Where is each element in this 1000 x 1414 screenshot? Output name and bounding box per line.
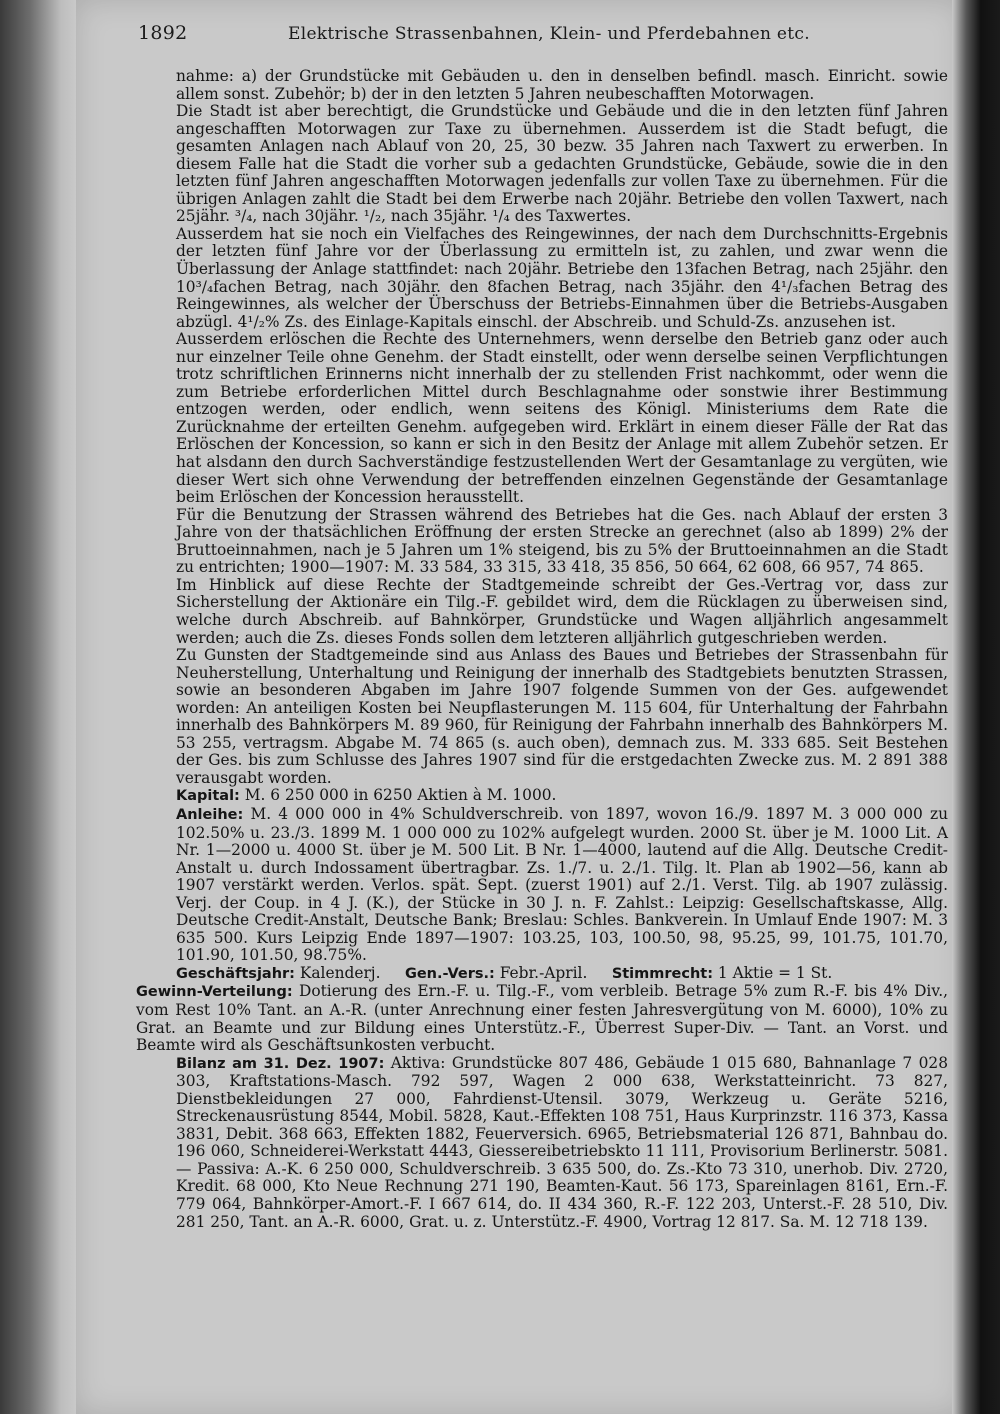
paragraph-text: Ausserdem hat sie noch ein Vielfaches des Reingewinnes, der nach dem Durchschnitts-Ergebnis der letzten fünf Jahre vor der Überlassung zu ermitteln ist, zu zahlen, und zwar wenn die Überlassung der Anlage stattfindet: nach 20jähr. Betriebe den 13fachen Betrag, nach 25jähr. den 10³/₄fachen Betrag, nach 30jähr. den 8fachen Betrag, nach 35jähr. den 4¹/₃fachen Betrag des Reingewinnes, als welcher der Überschuss der Betriebs-Einnahmen über die Betriebs-Ausgaben abzügl. 4¹/₂% Zs. des Einlage-Kapitals einschl. der Abschreib. und Schuld-Zs. anzusehen ist.: [176, 224, 948, 331]
paragraph-text: Dotierung des Ern.-F. u. Tilg.-F., vom verbleib. Betrage 5% zum R.-F. bis 4% Div., vom Rest 10% Tant. an A.-R. (unter Anrechnung einer festen Jahresvergütung von M. 6000), 10% zu Grat. an Beamte und zur Bildung eines Unterstütz.-F., Überrest Super-Div. — Tant. an Vorst. und Beamte wird als Geschäftsunkosten verbucht.: [136, 982, 948, 1055]
kapital-entry: [136, 787, 948, 806]
gewinn-verteilung-entry: [136, 983, 948, 1054]
section-label: Gen.-Vers.:: [404, 965, 495, 982]
paragraph: [136, 647, 948, 787]
book-binding-left: [0, 0, 76, 1414]
paragraph-text: M. 6 250 000 in 6250 Aktien à M. 1000.: [239, 786, 557, 805]
paragraph-text: Febr.-April.: [494, 963, 588, 982]
paragraph-text: Aktiva: Grundstücke 807 486, Gebäude 1 015 680, Bahnanlage 7 028 303, Kraftstations-Masch. 792 597, Wagen 2 000 638, Werkstatteinricht. 73 827, Dienstbekleidungen 27 000, Fahrdienst-Utensil. 3079, Werkzeug u. Geräte 5216, Streckenausrüstung 8544, Mobil. 5828, Kaut.-Effekten 108 751, Haus Kurprinzstr. 116 373, Kassa 3831, Debit. 368 663, Effekten 1882, Feuerversich. 6965, Betriebsmaterial 126 871, Bahnbau do. 196 060, Schneiderei-Werkstatt 4443, Giessereibetriebskto 11 111, Provisorium Berlinerstr. 5081. — Passiva: A.-K. 6 250 000, Schuldverschreib. 3 635 500, do. Zs.-Kto 73 310, unerhob. Div. 2720, Kredit. 68 000, Kto Neue Rechnung 271 190, Beamten-Kaut. 56 173, Spareinlagen 8161, Ern.-F. 779 064, Bahnkörper-Amort.-F. I 667 614, do. II 434 360, R.-F. 122 203, Unterst.-F. 28 510, Div. 281 250, Tant. an A.-R. 6000, Grat. u. z. Unterstütz.-F. 4900, Vortrag 12 817. Sa. M. 12 718 139.: [176, 1053, 948, 1231]
paragraph: [136, 577, 948, 647]
bilanz-entry: [136, 1055, 948, 1231]
meta-entry: [136, 965, 948, 984]
book-binding-right: [952, 0, 1000, 1414]
anleihe-entry: [136, 806, 948, 965]
paragraph-text: Ausserdem erlöschen die Rechte des Unternehmers, wenn derselbe den Betrieb ganz oder auch nur einzelner Teile ohne Genehm. der Stadt einstellt, oder wenn derselbe seinen Verpflichtungen trotz schriftlichen Erinnerns nicht innerhalb der zu stellenden Frist nachkommt, oder wenn die zum Betriebe erforderlichen Mittel durch Beschlagnahme oder sonstwie ihrer Bestimmung entzogen werden, oder endlich, wenn seitens des Königl. Ministeriums dem Rate die Zurücknahme der erteilten Genehm. aufgegeben wird. Erklärt in einem dieser Fälle der Rat das Erlöschen der Koncession, so kann er sich in den Besitz der Anlage mit allem Zubehör setzen. Er hat alsdann den durch Sachverständige festzustellenden Wert der Gesamtanlage zu vergüten, wie dieser Wert sich ohne Verwendung der betreffenden einzelnen Gegenstände der Gesamtanlage beim Erlöschen der Koncession herausstellt.: [176, 330, 948, 507]
paragraph: [136, 226, 948, 331]
paragraph-text: 1 Aktie = 1 St.: [713, 963, 833, 982]
section-label: Stimmrecht:: [611, 965, 714, 982]
body-text: [136, 68, 948, 1231]
section-label: Gewinn-Verteilung:: [136, 984, 293, 1001]
page-number: 1892: [138, 22, 188, 44]
paragraph: [136, 331, 948, 506]
paragraph-text: M. 4 000 000 in 4% Schuldverschreib. von 1897, wovon 16./9. 1897 M. 3 000 000 zu 102.50% u. 23./3. 1899 M. 1 000 000 zu 102% aufgelegt wurden. 2000 St. über je M. 1000 Lit. A Nr. 1—2000 u. 4000 St. über je M. 500 Lit. B Nr. 1—4000, lautend auf die Allg. Deutsche Credit-Anstalt u. durch Indossament übertragbar. Zs. 1./7. u. 2./1. Tilg. lt. Plan ab 1902—56, kann ab 1907 verstärkt werden. Verlos. spät. Sept. (zuerst 1901) auf 2./1. Verst. Tilg. ab 1907 zulässig. Verj. der Coup. in 4 J. (K.), der Stücke in 30 J. n. F. Zahlst.: Leipzig: Gesellschaftskasse, Allg. Deutsche Credit-Anstalt, Deutsche Bank; Breslau: Schles. Bankverein. In Umlauf Ende 1907: M. 3 635 500. Kurs Leipzig Ende 1897—1907: 103.25, 103, 100.50, 98, 95.25, 99, 101.75, 101.70, 101.90, 101.50, 98.75%.: [176, 804, 948, 965]
paragraph: [136, 68, 948, 103]
paragraph: [136, 507, 948, 577]
running-title: Elektrische Strassenbahnen, Klein- und Pferdebahnen etc.: [288, 24, 810, 44]
paragraph-text: Zu Gunsten der Stadtgemeinde sind aus Anlass des Baues und Betriebes der Strassenbahn für Neuherstellung, Unterhaltung und Reinigung der innerhalb des Stadtgebiets benutzten Strassen, sowie an besonderen Abgaben im Jahre 1907 folgende Summen von der Ges. aufgewendet worden: An anteiligen Kosten bei Neupflasterungen M. 115 604, für Unterhaltung der Fahrbahn innerhalb des Bahnkörpers M. 89 960, für Reinigung der Fahrbahn innerhalb des Bahnkörpers M. 53 255, vertragsm. Abgabe M. 74 865 (s. auch oben), demnach zus. M. 333 685. Seit Bestehen der Ges. bis zum Schlusse des Jahres 1907 sind für die erstgedachten Zwecke zus. M. 2 891 388 verausgabt worden.: [176, 646, 948, 787]
paragraph-text: Für die Benutzung der Strassen während des Betriebes hat die Ges. nach Ablauf der ersten 3 Jahre von der thatsächlichen Eröffnung der ersten Strecke an gerechnet (also ab 1899) 2% der Bruttoeinnahmen, nach je 5 Jahren um 1% steigend, bis zu 5% der Bruttoeinnahmen an die Stadt zu entrichten; 1900—1907: M. 33 584, 33 315, 33 418, 35 856, 50 664, 62 608, 66 957, 74 865.: [176, 505, 948, 577]
paragraph-text: Im Hinblick auf diese Rechte der Stadtgemeinde schreibt der Ges.-Vertrag vor, dass zur Sicherstellung der Aktionäre ein Tilg.-F. gebildet wird, dem die Rücklagen zu überweisen sind, welche durch Abschreib. auf Bahnkörper, Grundstücke und Wagen alljährlich angesammelt werden; auch die Zs. dieses Fonds sollen dem letzteren alljährlich gutgeschrieben werden.: [176, 575, 948, 647]
section-label: Anleihe:: [176, 806, 244, 823]
paragraph-text: Die Stadt ist aber berechtigt, die Grundstücke und Gebäude und die in den letzten fünf Jahren angeschafften Motorwagen zur Taxe zu übernehmen. Ausserdem ist die Stadt befugt, die gesamten Anlagen nach Ablauf von 20, 25, 30 bezw. 35 Jahren nach Taxwert zu erwerben. In diesem Falle hat die Stadt die vorher sub a gedachten Grundstücke, Gebäude, sowie die in den letzten fünf Jahren angeschafften Motorwagen jedenfalls zur vollen Taxe zu übernehmen. Für die übrigen Anlagen zahlt die Stadt bei dem Erwerbe nach 20jähr. Betriebe den vollen Taxwert, nach 25jähr. ³/₄, nach 30jähr. ¹/₂, nach 35jähr. ¹/₄ des Taxwertes.: [176, 102, 948, 226]
paragraph-text: nahme: a) der Grundstücke mit Gebäuden u. den in denselben befindl. masch. Einricht. sowie allem sonst. Zubehör; b) der in den letzten 5 Jahren neubeschafften Motorwagen.: [176, 67, 948, 103]
section-label: Kapital:: [176, 788, 240, 805]
paragraph-text: Kalenderj.: [294, 963, 381, 982]
paragraph: [136, 103, 948, 226]
section-label: Geschäftsjahr:: [176, 965, 295, 982]
page-header: [138, 22, 938, 48]
section-label: Bilanz am 31. Dez. 1907:: [176, 1055, 385, 1072]
